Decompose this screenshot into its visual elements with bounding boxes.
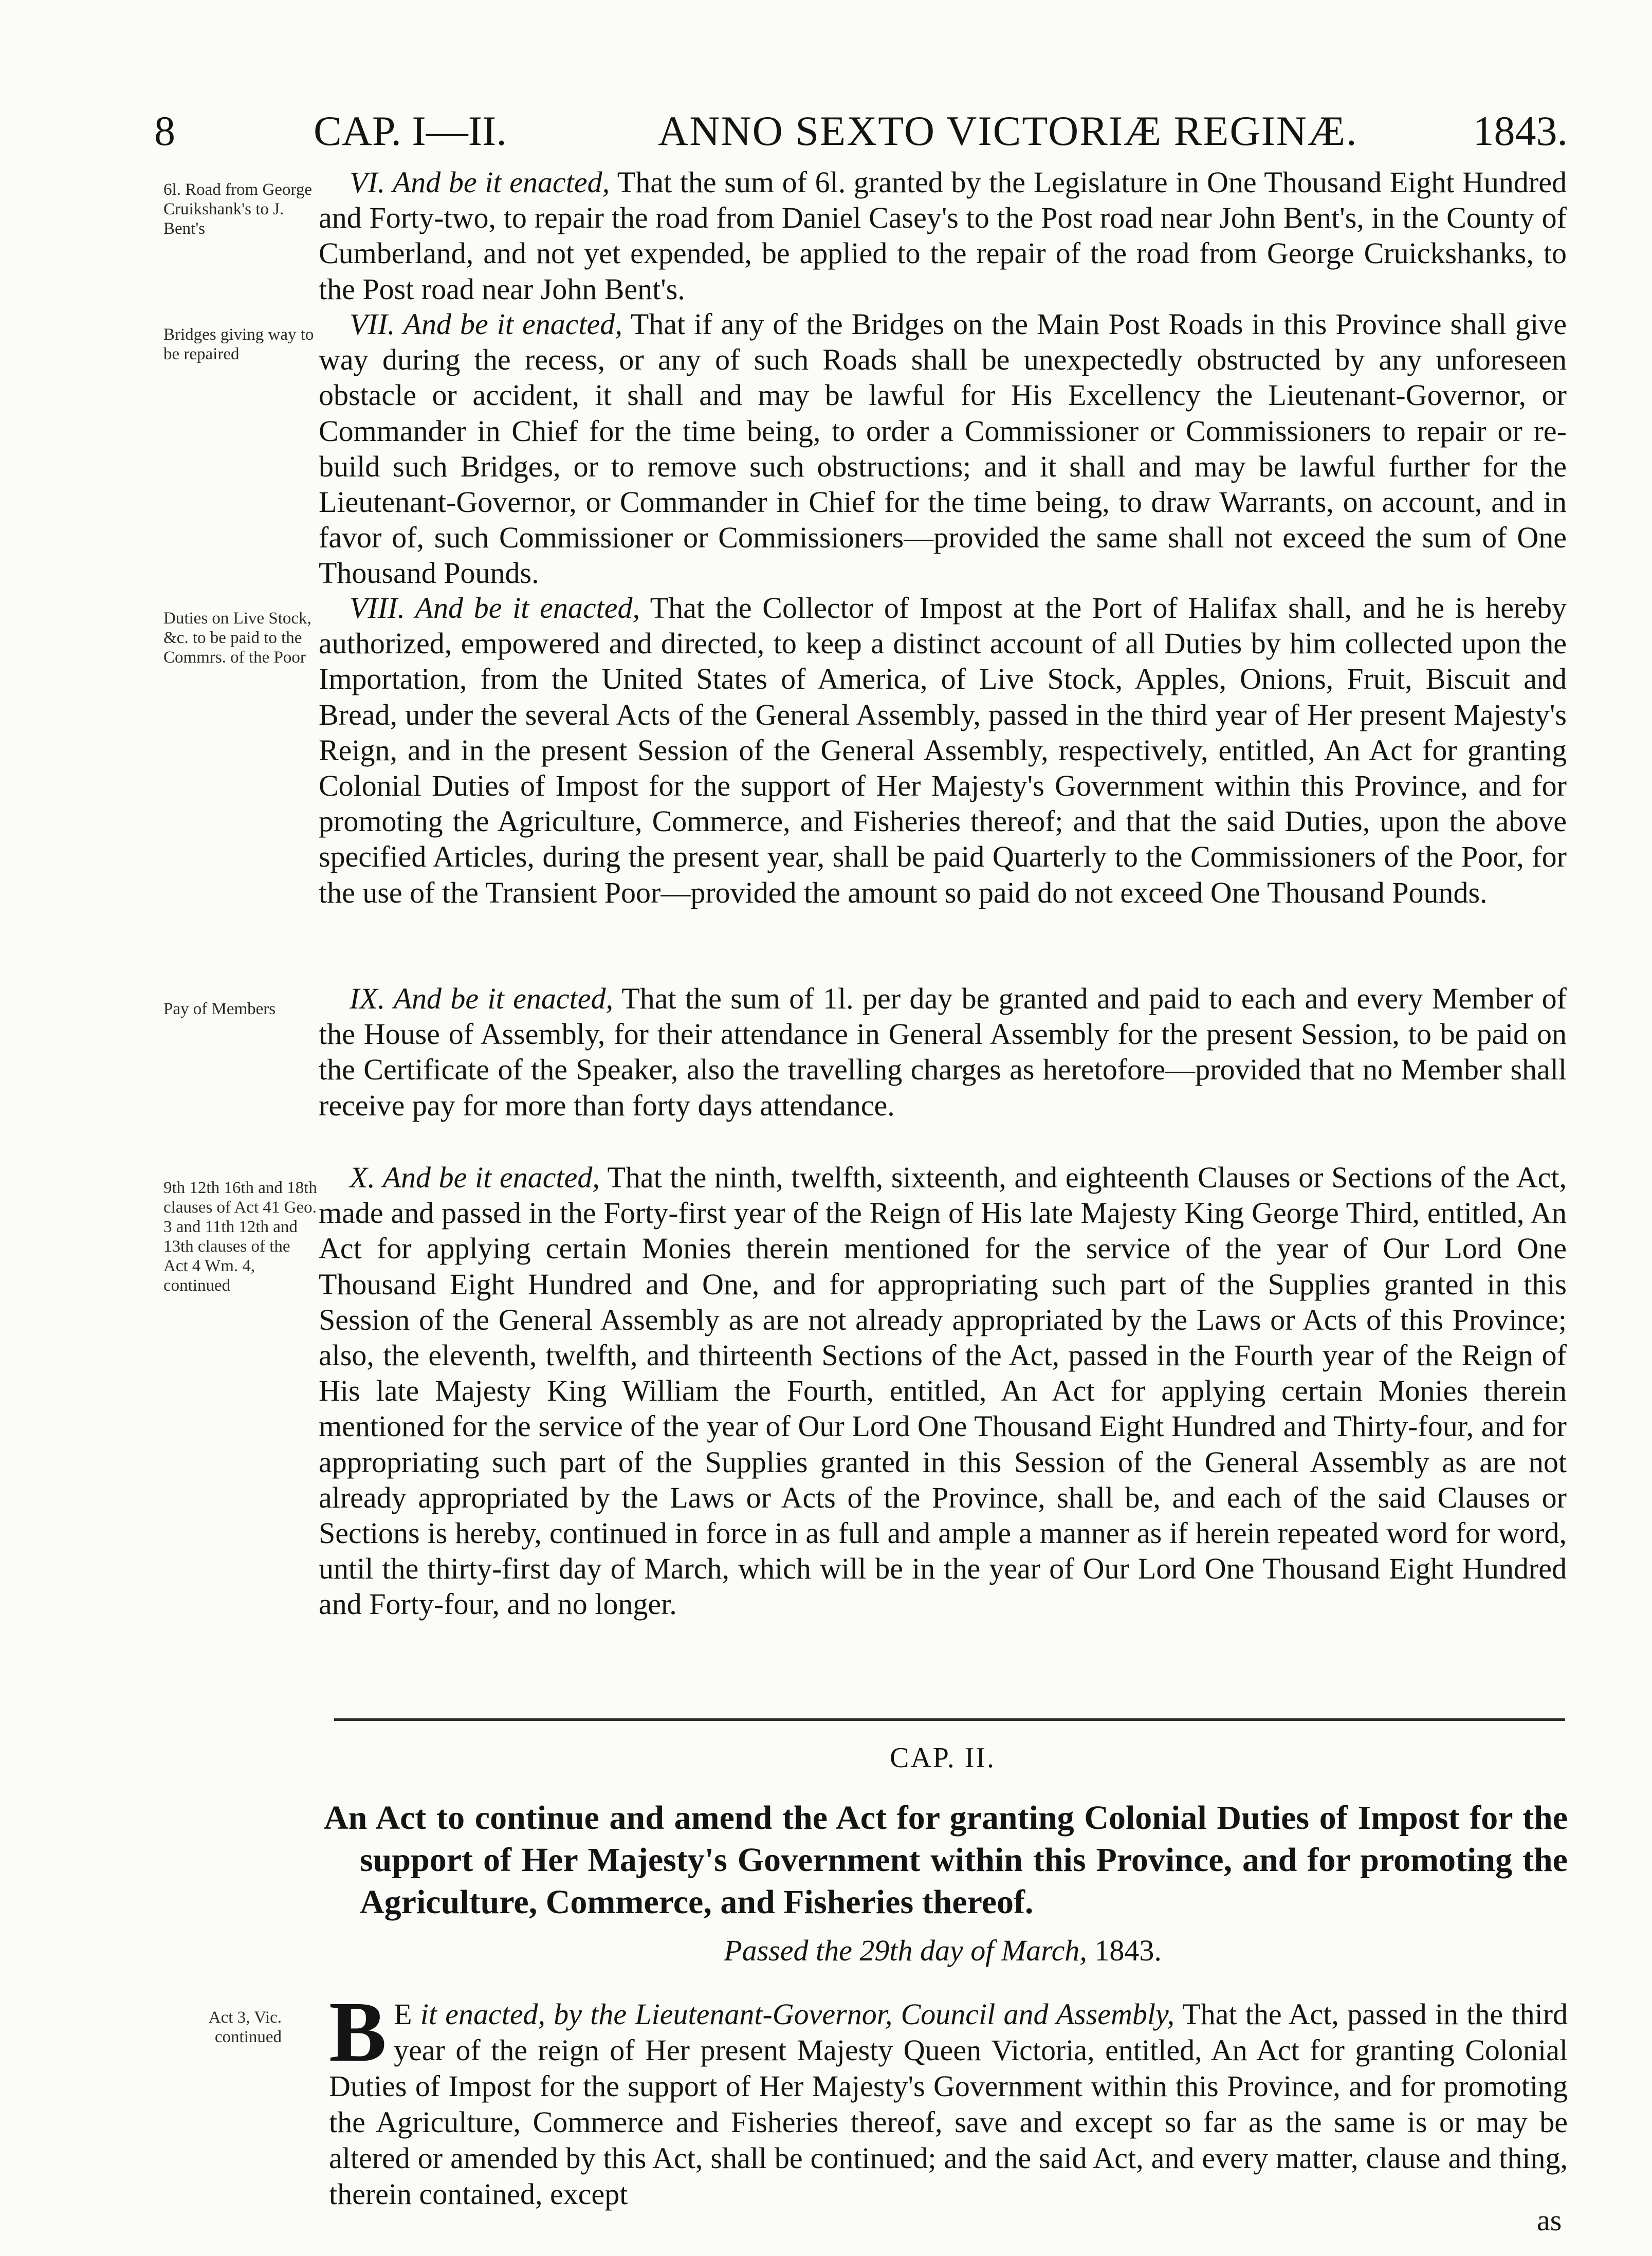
section-text: That the Collector of Impost at the Port of Halifax shall, and he is hereby authorized, empowered and directed, to keep a distinct account of all Duties by him collected upon the Importation, from the United States of America, of Live Stock, Apples, Onions, Fruit, Biscuit and Bread, under the several Acts of the General Assembly, passed in the third year of Her present Majesty's Reign, and in the present Session of the General Assembly, respectively, entitled, An Act for granting Colonial Duties of Impost for the support of Her Majesty's Government within this Province, and for promoting the Agriculture, Commerce, and Fisheries thereof; and that the said Duties, upon the above specified Articles, during the present year, shall be paid Quarterly to the Commissioners of the Poor, for the use of the Transient Poor—provided the amount so paid do not exceed One Thousand Pounds.	[319, 591, 1567, 909]
enacting-clause: it enacted, by the Lieutenant-Governor, Council and Assembly,	[420, 1997, 1175, 2031]
section-lead: VIII. And be it enacted,	[350, 591, 640, 625]
section-text: That the sum of 1l. per day be granted and paid to each and every Member of the House of Assembly, for their attendance in General Assembly for the present Session, to be paid on the Certificate of the Speaker, also the travelling charges as heretofore—provided that no Member shall receive pay for more than forty days attendance.	[319, 982, 1567, 1122]
act-title: An Act to continue and amend the Act for granting Colonial Duties of Impost for the support of Her Majesty's Government within this Province, and for promoting the Agriculture, Commerce, and Fisheries thereof.	[324, 1799, 1568, 1921]
passed-year: 1843.	[1094, 1934, 1162, 1967]
section-body	[319, 164, 1567, 307]
enacting-paragraph	[329, 1984, 1568, 2212]
margin-note: Act 3, Vic. continued	[208, 2008, 282, 2046]
enacting-text: That the Act, passed in the third year of the reign of Her present Majesty Queen Victoria, entitled, An Act for granting Colonial Duties of Impost for the support of Her Majesty's Government within this Province, and for promoting the Agriculture, Commerce and Fisheries thereof, save and except so far as the same is or may be altered or amended by this Act, shall be continued; and the said Act, and every matter, clause and thing, therein contained, except	[329, 1997, 1568, 2211]
page-number: 8	[154, 107, 175, 154]
section-divider	[334, 1718, 1565, 1721]
section-lead: IX. And be it enacted,	[350, 982, 613, 1015]
passed-date	[319, 1933, 1567, 1969]
section-lead: X. And be it enacted,	[350, 1161, 600, 1194]
margin-note: Pay of Members	[163, 1000, 276, 1018]
section-body	[319, 1160, 1567, 1622]
margin-note: 6l. Road from George Cruikshank's to J. Bent's	[163, 180, 312, 238]
margin-note: Duties on Live Stock, &c. to be paid to the Commrs. of the Poor	[163, 609, 311, 667]
passed-date-text: Passed the 29th day of March,	[724, 1934, 1087, 1967]
header-year: 1843.	[1473, 107, 1568, 154]
margin-note: Bridges giving way to be repaired	[163, 325, 314, 363]
lead-letter: E	[394, 1997, 412, 2031]
section-text: That the sum of 6l. granted by the Legislature in One Thousand Eight Hundred and Forty-two, to repair the road from Daniel Casey's to the Post road near John Bent's, in the County of Cumberland, and not yet expended, be applied to the repair of the road from George Cruickshanks, to the Post road near John Bent's.	[319, 166, 1567, 306]
section-body	[319, 590, 1567, 910]
margin-note: 9th 12th 16th and 18th clauses of Act 41 Geo. 3 and 11th 12th and 13th clauses of the Act 4 Wm. 4, continued	[163, 1179, 317, 1295]
section-body	[319, 306, 1567, 591]
catchword: as	[1537, 2204, 1562, 2237]
chapter-heading: CAP. II.	[889, 1742, 996, 1774]
chapter-reference: CAP. I—II.	[314, 107, 507, 154]
drop-cap: B	[329, 1984, 387, 2080]
section-body	[319, 981, 1567, 1123]
section-text: That the ninth, twelfth, sixteenth, and eighteenth Clauses or Sections of the Act, made and passed in the Forty-first year of the Reign of His late Majesty King George Third, entitled, An Act for applying certain Monies therein mentioned for the service of the year of Our Lord One Thousand Eight Hundred and One, and for appropriating such part of the Supplies granted in this Session of the General Assembly as are not already appropriated by the Laws or Acts of this Province; also, the eleventh, twelfth, and thirteenth Sections of the Act, passed in the Fourth year of the Reign of His late Majesty King William the Fourth, entitled, An Act for applying certain Monies therein mentioned for the service of the year of Our Lord One Thousand Eight Hundred and Thirty-four, and for appropriating such part of the Supplies granted in this Session of the General Assembly as are not already appropriated by the Laws or Acts of the Province, shall be, and each of the said Clauses or Sections is hereby, continued in force in as full and ample a manner as if herein repeated word for word, until the thirty-first day of March, which will be in the year of Our Lord One Thousand Eight Hundred and Forty-four, and no longer.	[319, 1161, 1567, 1621]
running-header	[154, 105, 1568, 162]
section-text: That if any of the Bridges on the Main Post Roads in this Province shall give way during the recess, or any of such Roads shall be unexpectedly obstructed by any unforeseen obstacle or accident, it shall and may be lawful for His Excellency the Lieutenant-Governor, or Commander in Chief for the time being, to order a Commissioner or Commissioners to repair or re-build such Bridges, or to remove such obstructions; and it shall and may be lawful further for the Lieutenant-Governor, or Commander in Chief for the time being, to draw Warrants, on account, and in favor of, such Commissioner or Commissioners—provided the same shall not exceed the sum of One Thousand Pounds.	[319, 307, 1567, 590]
section-lead: VI. And be it enacted,	[350, 166, 610, 199]
section-lead: VII. And be it enacted,	[350, 307, 622, 341]
running-title: ANNO SEXTO VICTORIÆ REGINÆ.	[658, 107, 1358, 154]
